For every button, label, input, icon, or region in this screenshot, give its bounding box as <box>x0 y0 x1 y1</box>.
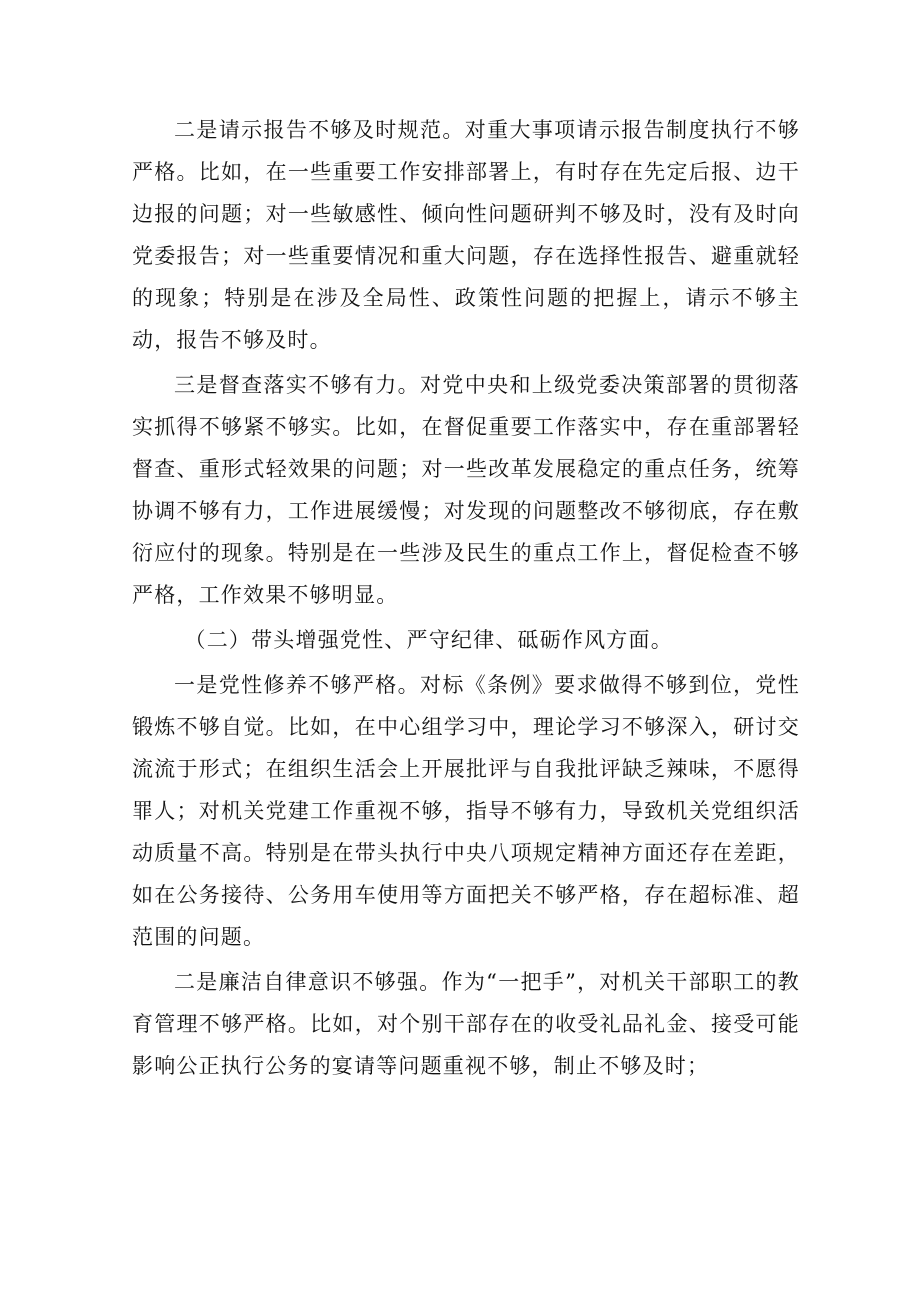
paragraph-supervision: 三是督查落实不够有力。对党中央和上级党委决策部署的贯彻落实抓得不够紧不够实。比如，在督促重要工作落实中，存在重部署轻督查、重形式轻效果的问题；对一些改革发展稳定的重点任务，统筹协调不够有力，工作进展缓慢；对发现的问题整改不够彻底，存在敷衍应付的现象。特别是在一些涉及民生的重点工作上，督促检查不够严格，工作效果不够明显。 <box>132 373 800 607</box>
paragraph-integrity: 二是廉洁自律意识不够强。作为“一把手”，对机关干部职工的教育管理不够严格。比如，对个别干部存在的收受礼品礼金、接受可能影响公正执行公务的宴请等问题重视不够，制止不够及时； <box>132 970 800 1078</box>
section-heading: （二）带头增强党性、严守纪律、砥砺作风方面。 <box>184 628 673 652</box>
paragraph-party-spirit: 一是党性修养不够严格。对标《条例》要求做得不够到位，党性锻炼不够自觉。比如，在中心组学习中，理论学习不够深入，研讨交流流于形式；在组织生活会上开展批评与自我批评缺乏辣味，不愿得罪人；对机关党建工作重视不够，指导不够有力，导致机关党组织活动质量不高。特别是在带头执行中央八项规定精神方面还存在差距，如在公务接待、公务用车使用等方面把关不够严格，存在超标准、超范围的问题。 <box>132 673 800 949</box>
paragraph-request-report: 二是请示报告不够及时规范。对重大事项请示报告制度执行不够严格。比如，在一些重要工作安排部署上，有时存在先定后报、边干边报的问题；对一些敏感性、倾向性问题研判不够及时，没有及时向党委报告；对一些重要情况和重大问题，存在选择性报告、避重就轻的现象；特别是在涉及全局性、政策性问题的把握上，请示不够主动，报告不够及时。 <box>132 118 800 352</box>
